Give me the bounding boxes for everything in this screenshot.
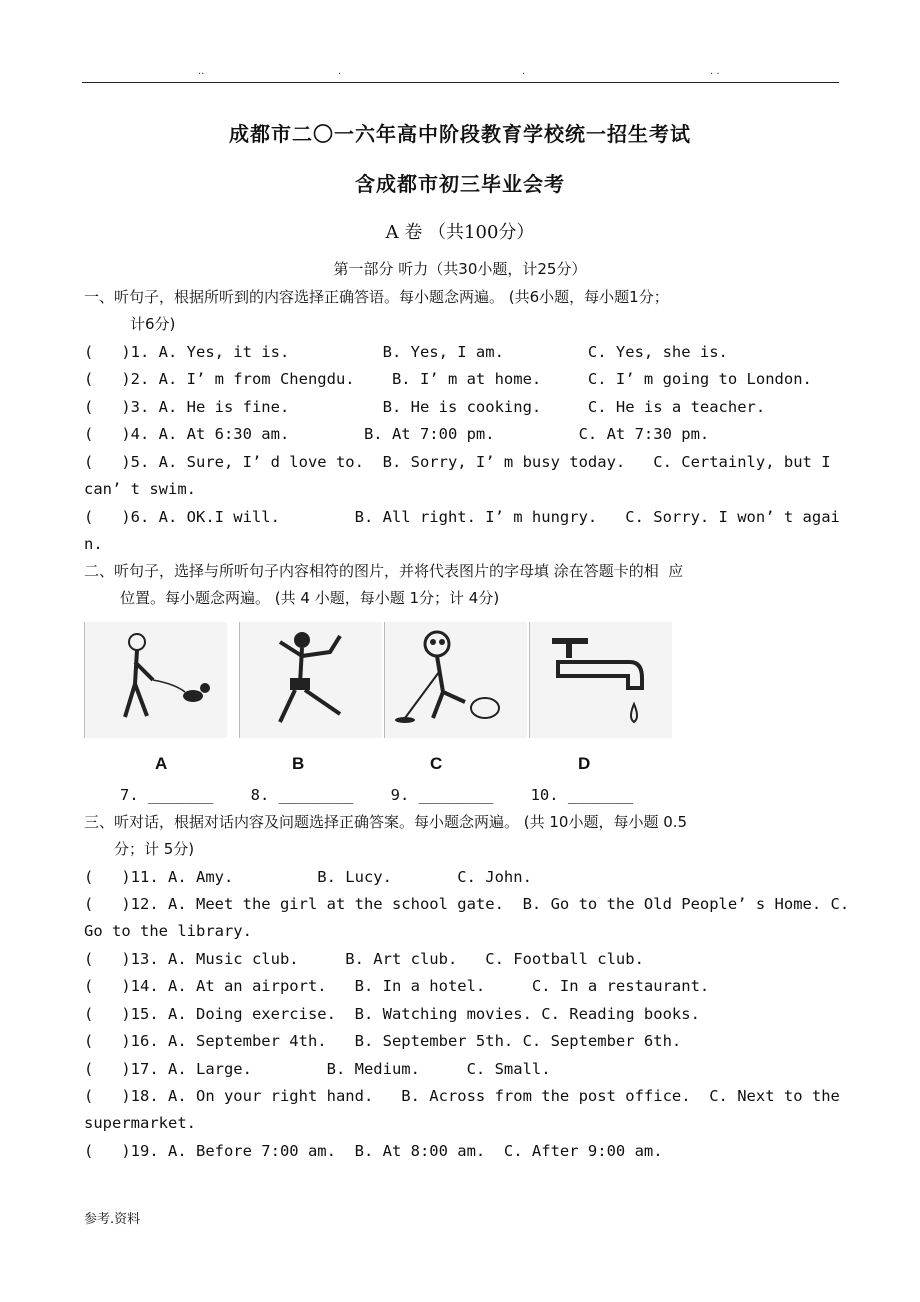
question-5: ( )5. A. Sure, I’ d love to. B. Sorry, I’ m busy today. C. Certainly, but I — [84, 453, 831, 471]
question-13: ( )13. A. Music club. B. Art club. C. Football club. — [84, 950, 644, 968]
picture-c-mopping — [384, 622, 527, 738]
volume-heading: A 卷 （共100分） — [385, 222, 535, 243]
question-19: ( )19. A. Before 7:00 am. B. At 8:00 am. C. After 9:00 am. — [84, 1142, 663, 1160]
question-12-cont: Go to the library. — [84, 922, 252, 940]
section1-instruction: 一、听句子，根据所听到的内容选择正确答语。每小题念两遍。 (共6小题，每小题1分； — [84, 288, 669, 306]
question-6: ( )6. A. OK.I will. B. All right. I’ m hungry. C. Sorry. I won’ t agai — [84, 508, 840, 526]
picture-label-a: A — [155, 754, 168, 773]
question-3: ( )3. A. He is fine. B. He is cooking. C. He is a teacher. — [84, 398, 766, 416]
header-dot: .. — [198, 66, 205, 77]
picture-label-d: D — [578, 754, 591, 773]
question-17: ( )17. A. Large. B. Medium. C. Small. — [84, 1060, 551, 1078]
question-2: ( )2. A. I’ m from Chengdu. B. I’ m at home. C. I’ m going to London. — [84, 370, 812, 388]
section3-instruction-cont: 分；计 5分) — [114, 840, 195, 858]
section2-instruction: 二、听句子，选择与所听句子内容相符的图片，并将代表图片的字母填 涂在答题卡的相 应 — [84, 562, 684, 580]
part-heading: 第一部分 听力（共30小题，计25分） — [333, 260, 587, 278]
picture-strip — [84, 622, 664, 740]
header-dot: . . — [710, 66, 720, 77]
question-4: ( )4. A. At 6:30 am. B. At 7:00 pm. C. At 7:30 pm. — [84, 425, 710, 443]
section1-instruction-cont: 计6分) — [130, 315, 176, 333]
picture-b-exercising — [239, 622, 382, 738]
question-14: ( )14. A. At an airport. B. In a hotel. C. In a restaurant. — [84, 977, 710, 995]
question-15: ( )15. A. Doing exercise. B. Watching movies. C. Reading books. — [84, 1005, 700, 1023]
exam-title: 成都市二〇一六年高中阶段教育学校统一招生考试 — [229, 122, 691, 146]
question-1: ( )1. A. Yes, it is. B. Yes, I am. C. Yes, she is. — [84, 343, 728, 361]
question-6-cont: n. — [84, 535, 103, 553]
header-dot: . — [522, 66, 526, 77]
question-16: ( )16. A. September 4th. B. September 5th. C. September 6th. — [84, 1032, 682, 1050]
question-5-cont: can’ t swim. — [84, 480, 196, 498]
question-12: ( )12. A. Meet the girl at the school gate. B. Go to the Old People’ s Home. C. — [84, 895, 850, 913]
section2-instruction-cont: 位置。每小题念两遍。 (共 4 小题，每小题 1分；计 4分) — [120, 589, 500, 607]
picture-a-walking-dog — [84, 622, 227, 738]
question-18: ( )18. A. On your right hand. B. Across from the post office. C. Next to the — [84, 1087, 840, 1105]
section3-instruction: 三、听对话，根据对话内容及问题选择正确答案。每小题念两遍。 (共 10小题，每小题 0.5 — [84, 813, 688, 831]
answer-blanks: 7. _______ 8. ________ 9. ________ 10. _______ — [120, 786, 634, 804]
header-dots — [0, 66, 920, 80]
question-18-cont: supermarket. — [84, 1114, 196, 1132]
header-dot: . — [338, 66, 342, 77]
footer-note: 参考.资料 — [84, 1212, 141, 1227]
picture-d-dripping-tap — [529, 622, 672, 738]
question-11: ( )11. A. Amy. B. Lucy. C. John. — [84, 868, 532, 886]
exam-subtitle: 含成都市初三毕业会考 — [355, 172, 565, 196]
header-rule — [82, 82, 839, 83]
picture-label-b: B — [292, 754, 305, 773]
picture-label-c: C — [430, 754, 443, 773]
